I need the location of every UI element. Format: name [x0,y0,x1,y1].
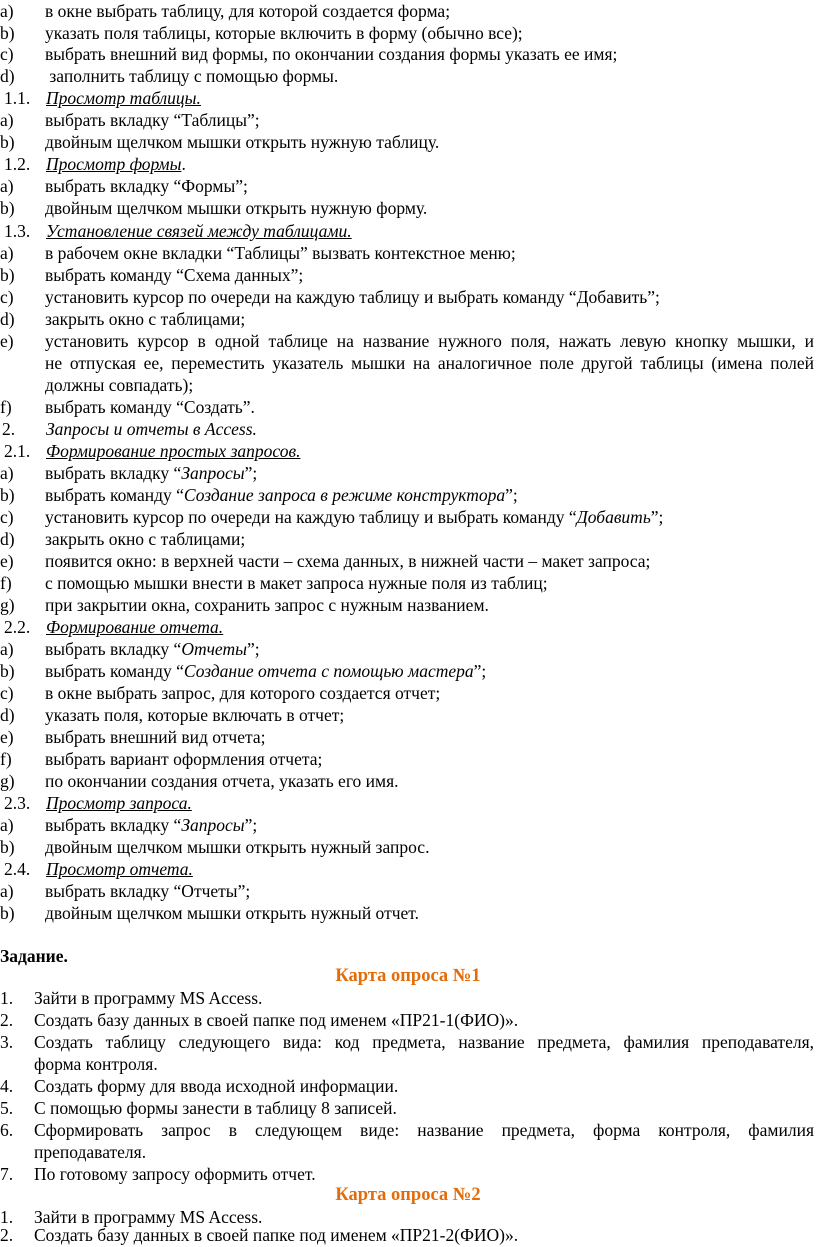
heading-title: Просмотр формы [46,154,182,174]
heading-title: Формирование простых запросов. [46,441,301,461]
heading-title: Просмотр отчета. [46,859,193,879]
heading-title: Формирование отчета. [46,617,224,637]
heading-title: Просмотр запроса. [46,793,192,813]
heading-title: Запросы и отчеты в Access. [46,419,257,439]
heading-title: Просмотр таблицы. [46,88,201,108]
heading-title: Установление связей между таблицами. [46,221,352,241]
